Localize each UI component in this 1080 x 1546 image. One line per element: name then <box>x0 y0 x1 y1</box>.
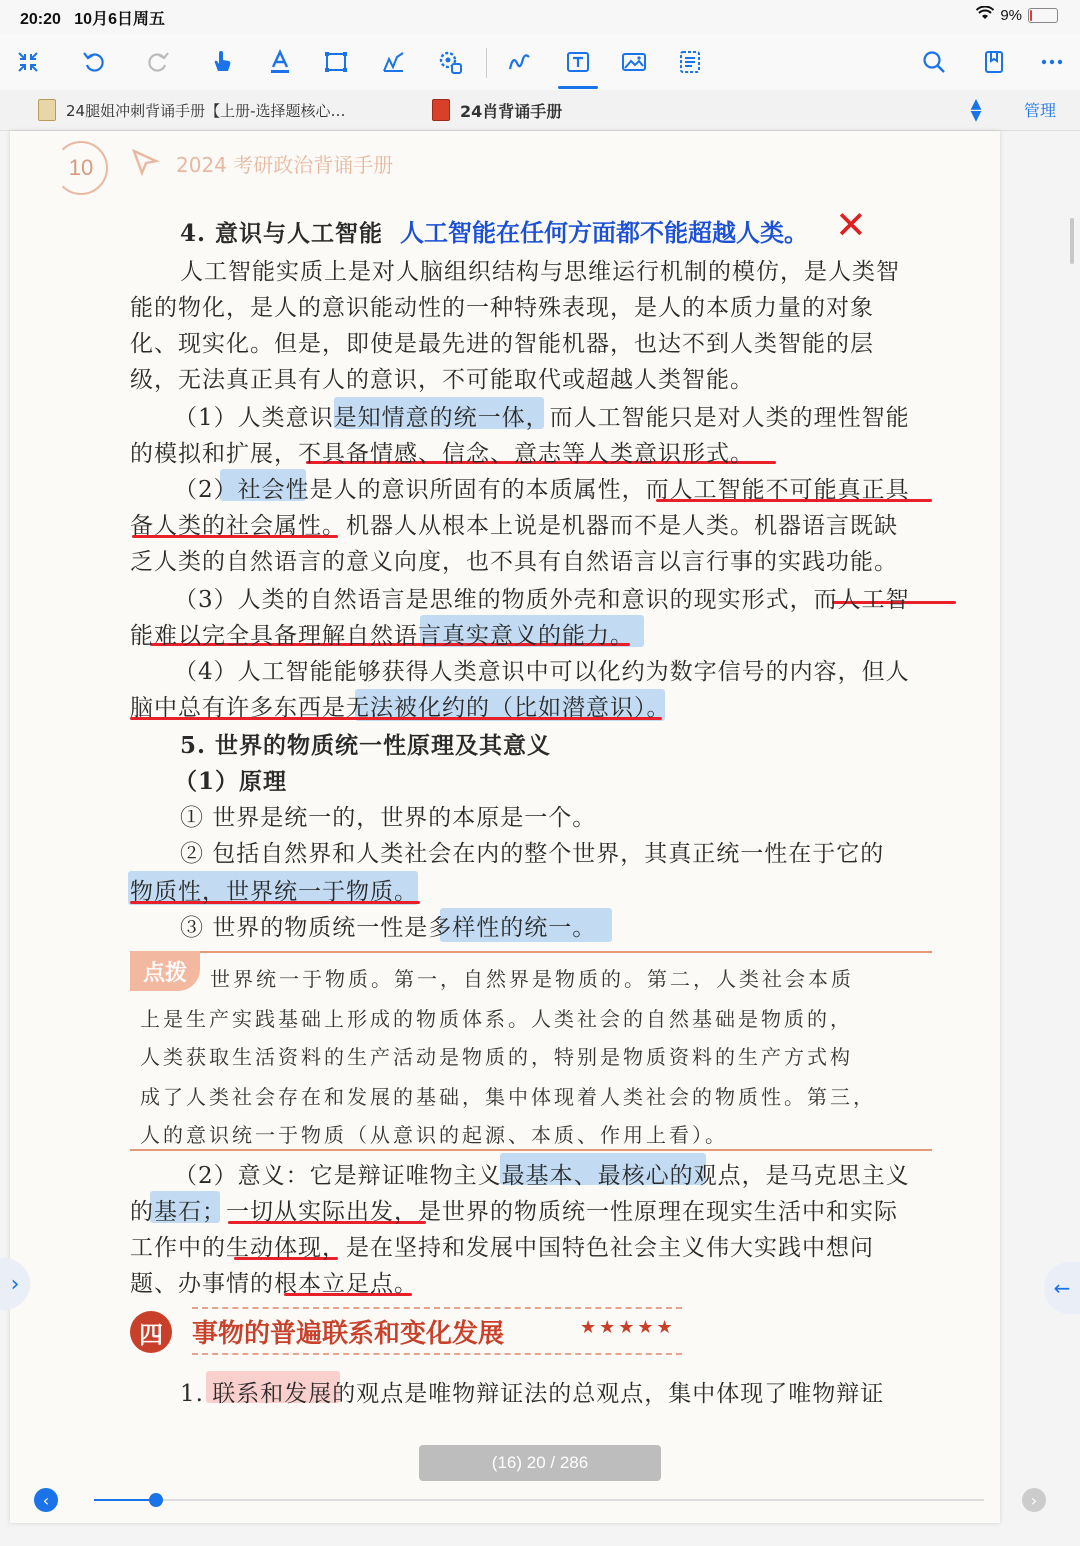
undo-icon[interactable] <box>76 44 112 80</box>
text-line: 题、办事情的根本立足点。 <box>130 1271 418 1297</box>
hand-icon[interactable] <box>204 44 240 80</box>
next-page-button[interactable]: › <box>1022 1488 1046 1512</box>
document-icon <box>38 99 56 121</box>
tip-badge: 点拨 <box>130 951 200 991</box>
ocr-icon[interactable] <box>672 44 708 80</box>
battery-icon <box>1028 8 1058 23</box>
status-time: 20:20 10月6日周五 <box>20 11 165 28</box>
bookmark-icon[interactable] <box>976 44 1012 80</box>
tab-bar <box>0 90 1080 131</box>
scroll-indicator[interactable] <box>1070 218 1074 264</box>
text-line: 脑中总有许多东西是无法被化约的（比如潜意识）。 <box>130 695 671 721</box>
toolbar-separator <box>486 48 487 78</box>
settings-icon[interactable] <box>432 44 468 80</box>
heading-line: 4. 意识与人工智能 <box>180 220 384 247</box>
select-rect-icon[interactable] <box>318 44 354 80</box>
wrong-mark-icon: ✕ <box>835 203 867 247</box>
rating-stars: ★★★★★ <box>580 1317 676 1338</box>
cursor-arrow-icon <box>130 147 160 177</box>
sort-icon[interactable]: ▲ ▼ <box>970 96 982 124</box>
section-divider <box>192 1307 682 1309</box>
more-icon[interactable] <box>1034 44 1070 80</box>
page-indicator: (16) 20 / 286 <box>419 1445 661 1481</box>
heading-line: （1）原理 <box>174 768 288 795</box>
text-line: 工作中的生动体现，是在坚持和发展中国特色社会主义伟大实践中想问 <box>130 1235 874 1261</box>
toolbar <box>0 34 1080 90</box>
page-slider-track[interactable] <box>94 1499 984 1501</box>
tip-line: 上是生产实践基础上形成的物质体系。人类社会的自然基础是物质的， <box>140 1007 853 1031</box>
tab-document-1[interactable] <box>38 90 368 130</box>
text-line: 乏人类的自然语言的意义向度，也不具有自然语言以言行事的实践功能。 <box>130 549 898 575</box>
text-box-icon[interactable] <box>560 44 596 80</box>
text-line: 备人类的社会属性。机器人从根本上说是机器而不是人类。机器语言既缺 <box>130 513 898 539</box>
tip-line: 世界统一于物质。第一，自然界是物质的。第二，人类社会本质 <box>210 967 854 991</box>
text-line: 化、现实化。但是，即使是最先进的智能机器，也达不到人类智能的层 <box>130 331 874 357</box>
page-header: 2024 考研政治背诵手册 <box>176 153 394 177</box>
text-line: 物质性，世界统一于物质。 <box>130 879 418 905</box>
text-line: ① 世界是统一的，世界的本原是一个。 <box>180 805 597 831</box>
signature-icon[interactable] <box>376 44 412 80</box>
text-line: ③ 世界的物质统一性是多样性的统一。 <box>180 915 597 941</box>
battery-percent: 9% <box>1000 6 1022 24</box>
collapse-icon[interactable] <box>10 44 46 80</box>
manage-button[interactable]: 管理 <box>1024 101 1057 120</box>
pdf-page[interactable] <box>10 131 1000 1523</box>
text-line: 1. 联系和发展的观点是唯物辩证法的总观点，集中体现了唯物辩证 <box>180 1381 885 1407</box>
tip-line: 人的意识统一于物质（从意识的起源、本质、作用上看）。 <box>140 1123 728 1147</box>
text-line: （2）社会性是人的意识所固有的本质属性，而人工智能不可能真正具 <box>174 477 910 503</box>
text-line: 级，无法真正具有人的意识，不可能取代或超越人类智能。 <box>130 367 754 393</box>
heading-line: 5. 世界的物质统一性原理及其意义 <box>180 732 552 759</box>
page-slider-fill <box>94 1499 156 1501</box>
text-line: 的模拟和扩展，不具备情感、信念、意志等人类意识形式。 <box>130 441 754 467</box>
status-bar <box>0 0 1080 34</box>
text-line: （3）人类的自然语言是思维的物质外壳和意识的现实形式，而人工智 <box>174 587 910 613</box>
text-line: 能的物化，是人的意识能动性的一种特殊表现，是人的本质力量的对象 <box>130 295 874 321</box>
status-right <box>976 6 1058 24</box>
ink-icon[interactable] <box>502 44 538 80</box>
image-icon[interactable] <box>616 44 652 80</box>
previous-page-button[interactable]: ‹ <box>34 1488 58 1512</box>
section-badge: 四 <box>130 1311 172 1353</box>
tab-label: 24肖背诵手册 <box>460 101 563 121</box>
text-line: 能难以完全具备理解自然语言真实意义的能力。 <box>130 623 634 649</box>
chevron-right-icon[interactable]: › <box>0 1258 30 1310</box>
text-line: （1）人类意识是知情意的统一体，而人工智能只是对人类的理性智能 <box>174 405 910 431</box>
search-icon[interactable] <box>916 44 952 80</box>
document-icon <box>432 99 450 121</box>
text-line: ② 包括自然界和人类社会在内的整个世界，其真正统一性在于它的 <box>180 841 885 867</box>
redo-icon[interactable] <box>140 44 176 80</box>
active-tool-indicator <box>558 86 598 89</box>
tab-label: 24腿姐冲刺背诵手册【上册-选择题核心… <box>66 101 346 120</box>
section-title: 事物的普遍联系和变化发展 <box>192 1319 505 1349</box>
back-arrow-icon[interactable]: ← <box>1044 1262 1080 1314</box>
text-highlight-icon[interactable] <box>262 44 298 80</box>
handwritten-note: 人工智能在任何方面都不能超越人类。 <box>400 219 808 247</box>
section-divider <box>192 1353 682 1355</box>
text-line: （4）人工智能能够获得人类意识中可以化约为数字信号的内容，但人 <box>174 659 910 685</box>
text-line: 人工智能实质上是对人脑组织结构与思维运行机制的模仿，是人类智 <box>180 259 900 285</box>
tip-line: 成了人类社会存在和发展的基础，集中体现着人类社会的物质性。第三， <box>140 1085 876 1109</box>
text-line: （2）意义：它是辩证唯物主义最基本、最核心的观点，是马克思主义 <box>174 1163 910 1189</box>
page-number: 10 <box>54 141 108 195</box>
tip-line: 人类获取生活资料的生产活动是物质的，特别是物质资料的生产方式构 <box>140 1045 853 1069</box>
wifi-icon <box>976 6 994 24</box>
tab-document-2[interactable] <box>432 90 852 130</box>
text-line: 的基石；一切从实际出发，是世界的物质统一性原理在现实生活中和实际 <box>130 1199 898 1225</box>
